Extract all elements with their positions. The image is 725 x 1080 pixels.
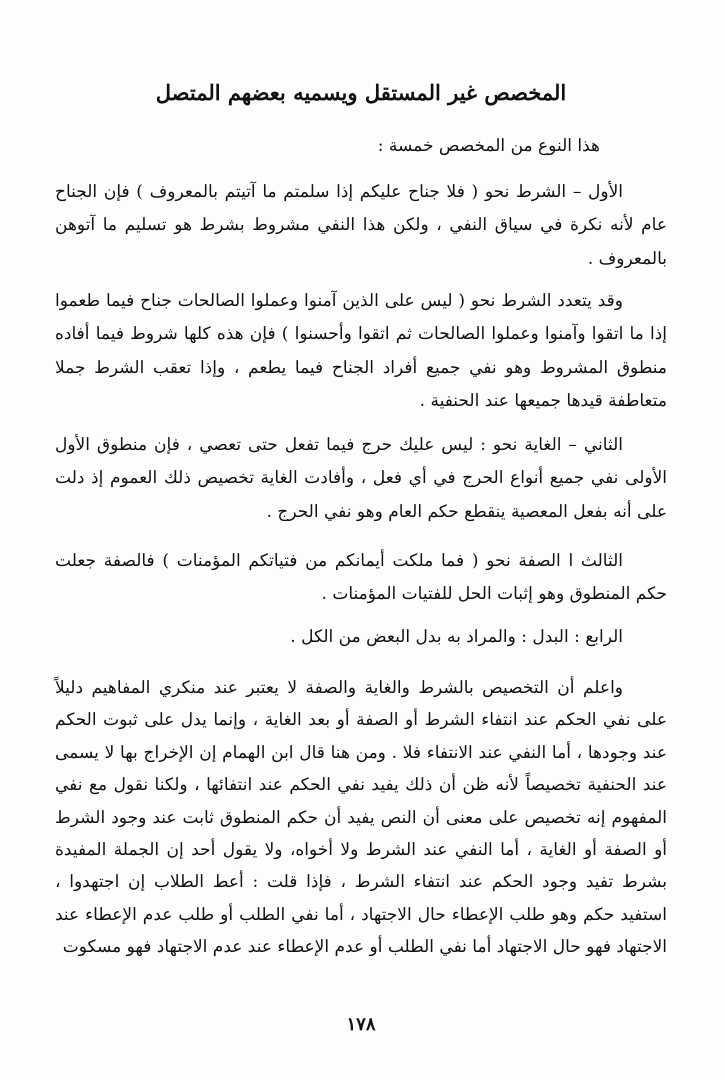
paragraph-condition: الأول – الشرط نحو ( فلا جناح عليكم إذا سلمتم ما آتيتم بالمعروف ) فإن الجناح عام لأنه نكرة في سياق النفي ، ولكن هذا النفي مشروط بشرط هو تسليم ما آتوهن بالمعروف .	[55, 182, 667, 269]
section-title: المخصص غير المستقل ويسميه بعضهم المتصل	[155, 80, 567, 105]
paragraph-substitution: الرابع : البدل : والمراد به بدل البعض من الكل .	[290, 627, 623, 647]
paragraph-goal: الثاني – الغاية نحو : ليس عليك حرج فيما تفعل حتى تعصي ، فإن منطوق الأول الأولى نفي جميع أنواع الحرج في أي فعل ، وأفادت الغاية تخصيص ذلك العموم إذ دلت على أنه بفعل المعصية ينقطع حكم العام وهو نفي الحرج .	[55, 435, 667, 522]
page-number: ١٧٨	[346, 1014, 376, 1035]
paragraph-multiple-conditions: وقد يتعدد الشرط نحو ( ليس على الذين آمنوا وعملوا الصالحات جناح فيما طعموا إذا ما اتقوا وآمنوا وعملوا الصالحات ثم اتقوا وأحسنوا ) فإن هذه كلها شروط فيما أفاده منطوق المشروط وهو نفي جميع أفراد الجناح فيما يطعم ، وإذا تعقب الشرط جملا متعاطفة قيدها جميعها عند الحنفية .	[55, 291, 667, 411]
paragraph-intro: هذا النوع من المخصص خمسة :	[377, 136, 600, 156]
paragraph-attribute: الثالث ا الصفة نحو ( فما ملكت أيمانكم من فتياتكم المؤمنات ) فالصفة جعلت حكم المنطوق وهو إثبات الحل للفتيات المؤمنات .	[55, 551, 667, 605]
document-page	[55, 0, 667, 1080]
paragraph-note: واعلم أن التخصيص بالشرط والغاية والصفة لا يعتبر عند منكري المفاهيم دليلاً على نفي الحكم عند انتفاء الشرط أو الصفة أو بعد الغاية ، وإنما يدل على ثبوت الحكم عند وجودها ، أما النفي عند الانتفاء فلا . ومن هنا قال ابن الهمام إن الإخراج بها لا يسمى عند الحنفية تخصيصاً لأنه ظن أن ذلك يفيد نفي الحكم عند انتفائها ، ولكنا نقول مع نفي المفهوم إنه تخصيص على معنى أن النص يفيد أن حكم المنطوق ثابت عند وجود الشرط أو الصفة أو الغاية ، أما النفي عند الشرط ولا أخواه، ولا يقول أحد إن الجملة المفيدة بشرط تفيد وجود الحكم عند انتفاء الشرط ، فإذا قلت : أعط الطلاب إن اجتهدوا ، استفيد حكم وهو طلب الإعطاء حال الاجتهاد ، أما نفي الطلب أو طلب عدم الإعطاء عند الاجتهاد فهو حال الاجتهاد أما نفي الطلب أو عدم الإعطاء عند عدم الاجتهاد فهو مسكوت	[55, 678, 667, 958]
